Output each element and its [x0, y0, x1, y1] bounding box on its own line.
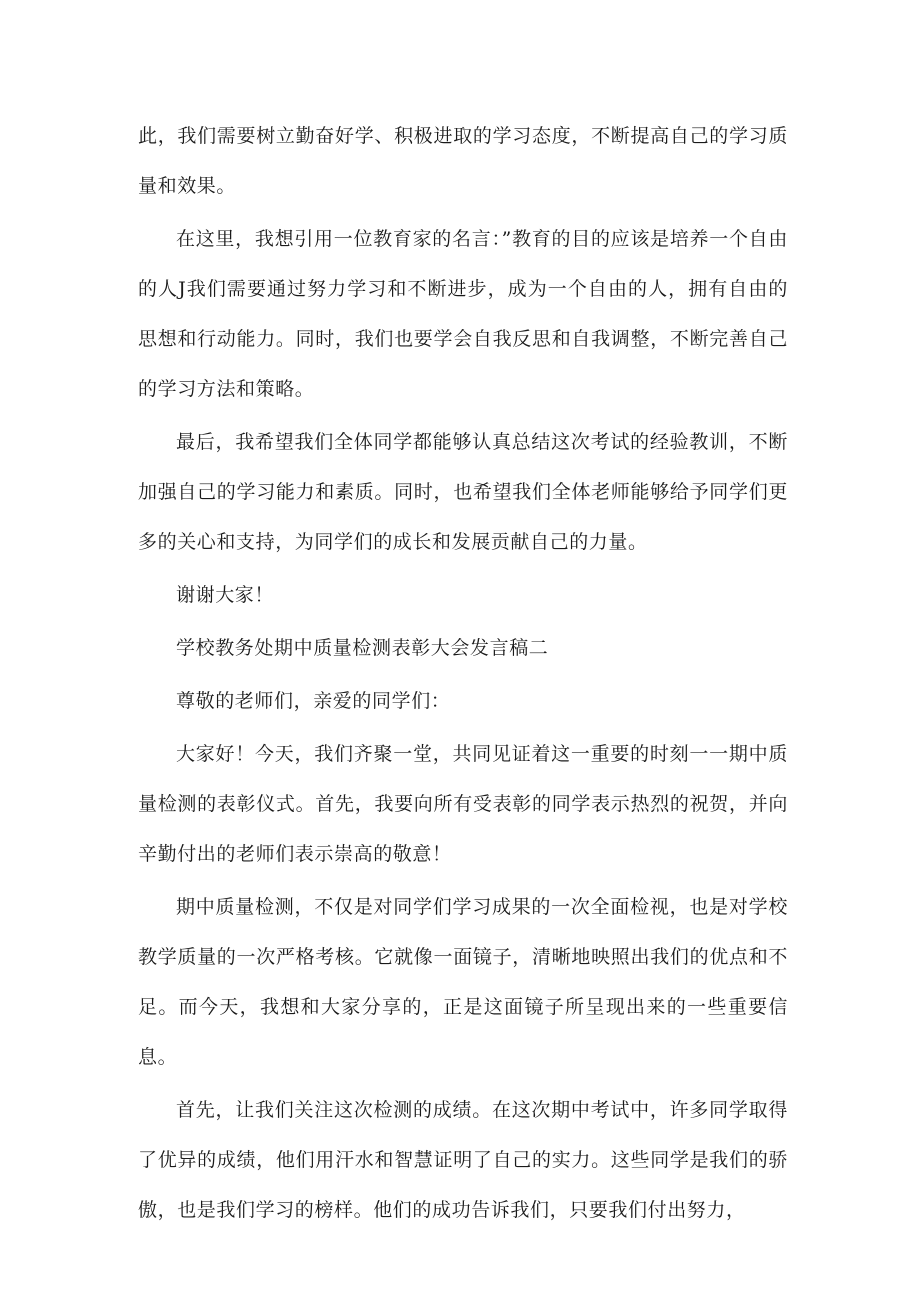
document-body — [138, 111, 788, 1235]
paragraph-quote: 在这里，我想引用一位教育家的名言：”教育的目的应该是培养一个自由的人J我们需要通过努力学习和不断进步，成为一个自由的人，拥有自由的思想和行动能力。同时，我们也要学会自我反思和自我调整，不断完善自己的学习方法和策略。 — [138, 228, 788, 400]
paragraph-thanks: 谢谢大家！ — [176, 584, 275, 606]
paragraph-greeting: 大家好！今天，我们齐聚一堂，共同见证着这一重要的时刻一一期中质量检测的表彰仪式。首先，我要向所有受表彰的同学表示热烈的祝贺，并向辛勤付出的老师们表示崇高的敬意！ — [138, 743, 788, 865]
paragraph-mirror: 期中质量检测，不仅是对同学们学习成果的一次全面检视，也是对学校教学质量的一次严格考核。它就像一面镜子，清晰地映照出我们的优点和不足。而今天，我想和大家分享的，正是这面镜子所呈现出来的一些重要信息。 — [138, 896, 788, 1068]
salutation: 尊敬的老师们，亲爱的同学们： — [176, 690, 451, 712]
paragraph-results: 首先，让我们关注这次检测的成绩。在这次期中考试中，许多同学取得了优异的成绩，他们用汗水和智慧证明了自己的实力。这些同学是我们的骄傲，也是我们学习的榜样。他们的成功告诉我们，只要我们付出努力， — [138, 1099, 788, 1221]
paragraph-continuation: 此，我们需要树立勤奋好学、积极进取的学习态度，不断提高自己的学习质量和效果。 — [138, 125, 788, 197]
section-title: 学校教务处期中质量检测表彰大会发言稿二 — [176, 637, 549, 659]
paragraph-closing: 最后，我希望我们全体同学都能够认真总结这次考试的经验教训，不断加强自己的学习能力和素质。同时，也希望我们全体老师能够给予同学们更多的关心和支持，为同学们的成长和发展贡献自己的力量。 — [138, 431, 788, 553]
